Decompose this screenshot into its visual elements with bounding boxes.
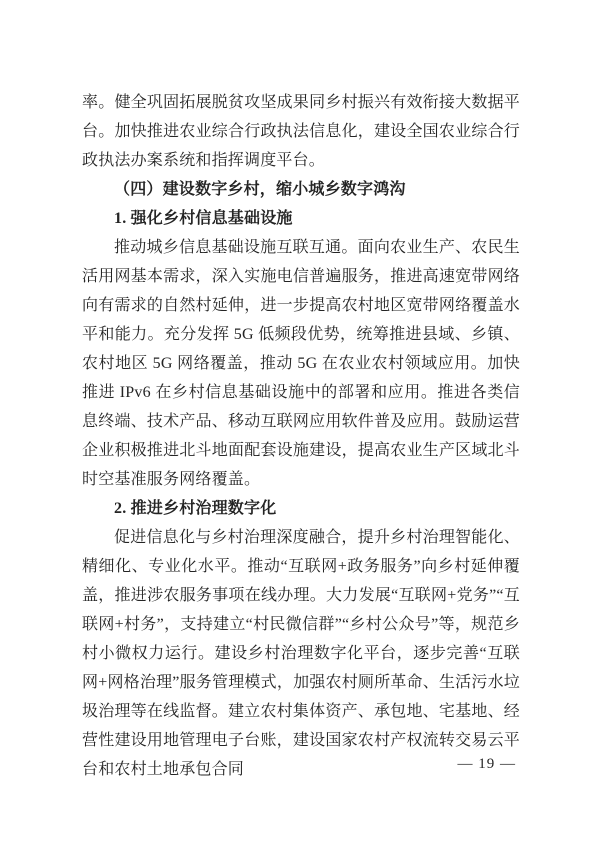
section-heading: （四）建设数字乡村，缩小城乡数字鸿沟 — [114, 181, 406, 198]
paragraph-continuation: 率。健全巩固拓展脱贫攻坚成果同乡村振兴有效衔接大数据平台。加快推进农业综合行政执法信息化，建设全国农业综合行政执法办案系统和指挥调度平台。 — [82, 94, 520, 169]
page-number: — 19 — — [457, 756, 516, 772]
subheading-2: 2. 推进乡村治理数字化 — [114, 500, 277, 517]
subheading-1: 1. 强化乡村信息基础设施 — [114, 210, 293, 227]
page-body — [82, 88, 520, 784]
paragraph-infrastructure: 推动城乡信息基础设施互联互通。面向农业生产、农民生活用网基本需求，深入实施电信普遍服务，推进高速宽带网络向有需求的自然村延伸，进一步提高农村地区宽带网络覆盖水平和能力。充分发挥 5G 低频段优势，统筹推进县域、乡镇、农村地区 5G 网络覆盖，推动 5G 在农业农村领域应用。加快推进 IPv6 在乡村信息基础设施中的部署和应用。推进各类信息终端、技术产品、移动互联网应用软件普及应用。鼓励运营企业积极推进北斗地面配套设施建设，提高农业生产区域北斗时空基准服务网络覆盖。 — [82, 239, 520, 488]
paragraph-governance: 促进信息化与乡村治理深度融合，提升乡村治理智能化、精细化、专业化水平。推动“互联网+政务服务”向乡村延伸覆盖，推进涉农服务事项在线办理。大力发展“互联网+党务”“互联网+村务”，支持建立“村民微信群”“乡村公众号”等，规范乡村小微权力运行。建设乡村治理数字化平台，逐步完善“互联网+网格治理”服务管理模式，加强农村厕所革命、生活污水垃圾治理等在线监督。建立农村集体资产、承包地、宅基地、经营性建设用地管理电子台账，建设国家农村产权流转交易云平台和农村土地承包合同 — [82, 529, 520, 778]
